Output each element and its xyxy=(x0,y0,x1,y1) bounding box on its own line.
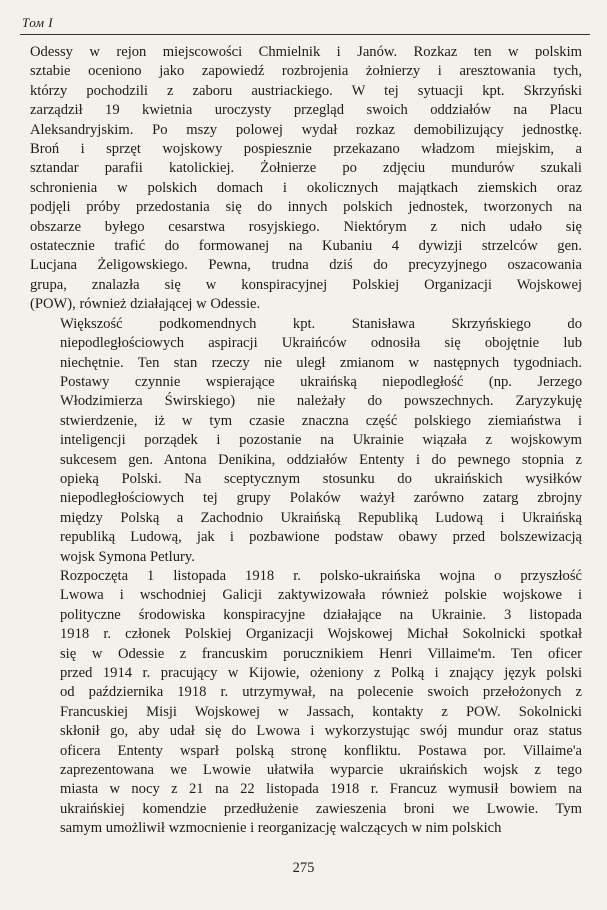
text-line: Rozpoczęta 1 listopada 1918 r. polsko-ukraińska wojna o przyszłość xyxy=(60,567,582,584)
text-line: 1918 r. członek Polskiej Organizacji Wojskowej Michał Sokolnicki spotkał xyxy=(60,626,582,643)
page-number: 275 xyxy=(292,860,315,876)
running-header xyxy=(20,14,590,35)
text-line: (POW), również działającej w Odessie. xyxy=(30,296,261,313)
paragraph xyxy=(30,43,582,315)
text-line: miasta w nocy z 21 na 22 listopada 1918 r. Francuz wymusił bowiem na xyxy=(60,781,582,798)
text-line: niepodległościowych aspiracji Ukraińców odnosiła się obojętnie lub xyxy=(60,335,582,352)
text-line: Odessy w rejon miejscowości Chmielnik i Janów. Rozkaz ten w polskim xyxy=(30,44,582,60)
text-line: republiką Ludową, jak i pozbawione podstaw obawy przed bolszewizacją xyxy=(60,529,582,546)
text-line: przed 1914 r. pracujący w Kijowie, ożeniony z Polką i znający język polski xyxy=(60,665,582,681)
text-line: schronienia w polskich domach i okolicznych majątkach ziemskich oraz xyxy=(30,179,582,196)
text-line: Lucjana Żeligowskiego. Pewna, trudna dziś do precyzyjnego oszacowania xyxy=(30,257,582,274)
body-text xyxy=(30,43,582,839)
text-line: sztandar parafii katolickiej. Żołnierze po zdjęciu mundurów szukali xyxy=(30,160,582,177)
text-line: niechętnie. Ten stan rzeczy nie uległ zmianom w następnych tygodniach. xyxy=(60,354,582,371)
text-line: którzy pochodzili z zaboru austriackiego. W tej sytuacji kpt. Skrzyński xyxy=(30,82,582,99)
text-line: między Polską a Zachodnio Ukraińską Republiką Ludową i Ukraińską xyxy=(60,509,582,526)
paragraph xyxy=(30,315,582,567)
text-line: sukcesem gen. Antona Denikina, oddziałów Ententy i do pewnego stopnia z xyxy=(60,451,582,468)
text-line: samym umożliwił wzmocnienie i reorganizację walczących w nim polskich xyxy=(60,820,502,837)
text-line: skłonił go, aby udał się do Lwowa i wykorzystując swój mundur oraz status xyxy=(60,723,582,740)
text-line: zaprezentowana we Lwowie ułatwiła wyparcie ukraińskich wojsk z tego xyxy=(60,762,582,779)
text-line: zarządził 19 kwietnia uroczysty przegląd swoich oddziałów na Placu xyxy=(30,102,582,119)
text-line: ostatecznie trafić do formowanej na Kubaniu 4 dywizji strzelców gen. xyxy=(30,238,582,255)
text-line: Aleksandryjskim. Po mszy polowej wydał rozkaz demobilizujący jednostkę. xyxy=(30,121,582,138)
text-line: Postawy czynnie wspierające ukraińską niepodległość (np. Jerzego xyxy=(60,373,582,390)
text-line: inteligencji porządek i pozostanie na Ukrainie wiązała z wojskowym xyxy=(60,432,582,449)
text-line: opieką Polski. Na sceptycznym stosunku do ukraińskich wysiłków xyxy=(60,470,582,487)
text-line: od października 1918 r. utrzymywał, na polecenie swoich przełożonych z xyxy=(60,684,582,701)
text-line: się w Odessie z francuskim porucznikiem Henri Villaime'm. Ten oficer xyxy=(60,645,582,662)
text-line: grupa, znalazła się w konspiracyjnej Polskiej Organizacji Wojskowej xyxy=(30,276,582,293)
text-line: Włodzimierza Świrskiego) nie należały do powszechnych. Zaryzykuję xyxy=(60,393,582,410)
text-line: ukraińskiej komendzie przedłużenie zawieszenia broni we Lwowie. Tym xyxy=(60,800,582,817)
text-line: Większość podkomendnych kpt. Stanisława Skrzyńskiego do xyxy=(60,315,582,332)
text-line: Francuskiej Misji Wojskowej w Jassach, kontakty z POW. Sokolnicki xyxy=(60,703,582,720)
text-line: stwierdzenie, iż w tym czasie znaczna część polskiego ziemiaństwa i xyxy=(60,412,582,429)
text-line: obszarze byłego cesarstwa rosyjskiego. Niektórym z nich udało się xyxy=(30,218,582,235)
text-line: Broń i sprzęt wojskowy pospiesznie przekazano władzom miejskim, a xyxy=(30,141,582,158)
text-line: oficera Ententy wsparł polską stronę konfliktu. Postawa por. Villaime'a xyxy=(60,742,582,759)
text-line: polityczne środowiska konspiracyjne działające na Ukrainie. 3 listopada xyxy=(60,606,582,623)
text-line: niepodległościowych tej grupy Polaków ważył zarówno zatarg zbrojny xyxy=(60,490,582,507)
text-line: podjęli próby przedostania się do innych polskich jednostek, tworzonych na xyxy=(30,199,582,216)
header-title: Том I xyxy=(22,15,54,30)
text-line: sztabie oceniono jako zapowiedź rozbrojenia żołnierzy i aresztowania tych, xyxy=(30,63,582,80)
paragraph xyxy=(30,567,582,839)
text-line: wojsk Symona Petlury. xyxy=(60,548,195,565)
text-line: Lwowa i wschodniej Galicji zaktywizowała również polskie wojskowe i xyxy=(60,587,582,604)
